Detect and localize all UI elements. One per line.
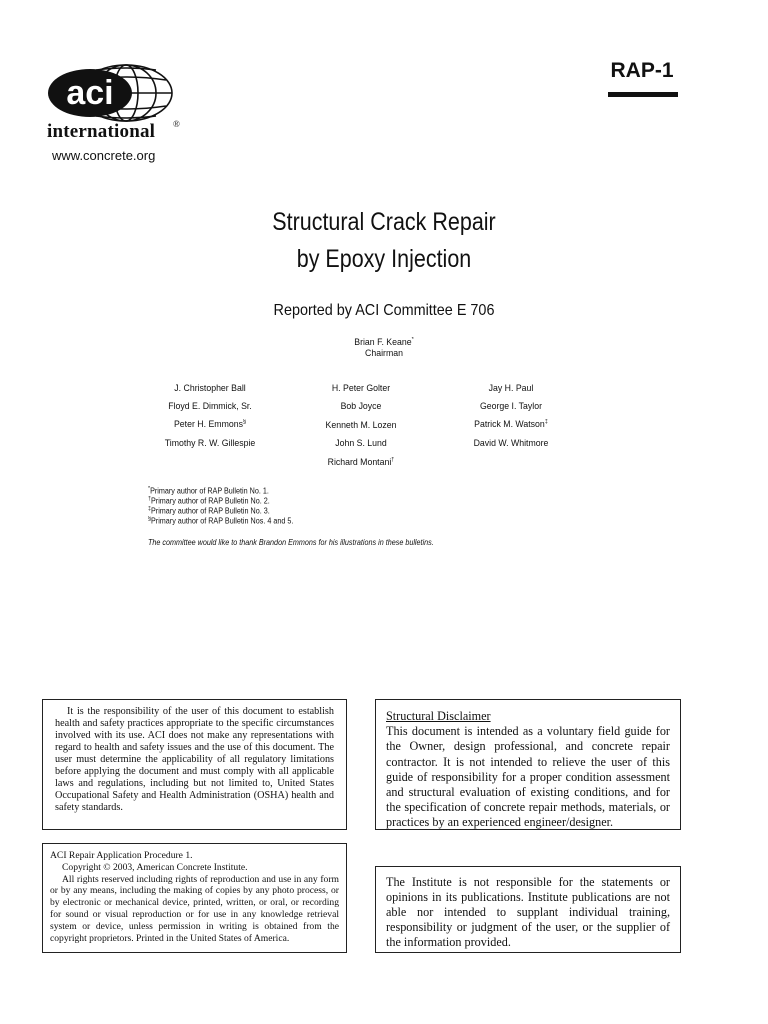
document-id-rule	[608, 92, 678, 97]
committee-member: Richard Montani†	[327, 457, 395, 469]
registered-mark: ®	[173, 119, 180, 129]
responsibility-notice-text: It is the responsibility of the user of this document to establish health and safety practices appropriate to the specific circumstances involved with its use. ACI does not make any representations with regard to health and safety issues and the use of this document. The user must determine the applicability of all regulatory limitations before applying the document and must comply with all applicable laws and regulations, including but not limited to, United States Occupational Safety and Health Administration (OSHA) health and safety standards.	[55, 706, 334, 813]
committee-member: Floyd E. Dimmick, Sr.	[168, 401, 252, 413]
institute-notice-text: The Institute is not responsible for the statements or opinions in its publications. Institute publications are not able nor intended to supplant individual training, responsibility or judgment of the user, or the supplier of the information provided.	[386, 875, 670, 949]
institute-notice-box	[375, 866, 681, 953]
website-url[interactable]: www.concrete.org	[52, 148, 156, 163]
committee-member: George I. Taylor	[479, 401, 543, 413]
chair-mark: *	[411, 337, 414, 343]
committee-member: Timothy R. W. Gillespie	[164, 438, 256, 450]
acknowledgement: The committee would like to thank Brandon Emmons for his illustrations in these bulletins.	[148, 538, 434, 547]
committee-member: David W. Whitmore	[473, 438, 549, 450]
copyright-notice: Copyright © 2003, American Concrete Institute.	[62, 861, 248, 873]
footnote: ‡Primary author of RAP Bulletin No. 3.	[148, 506, 270, 516]
committee-member: Peter H. Emmons§	[173, 419, 247, 431]
footnote: †Primary author of RAP Bulletin No. 2.	[148, 496, 270, 506]
committee-chair	[292, 337, 476, 348]
chair-name: Brian F. Keane	[354, 337, 412, 349]
copyright-rights: All rights reserved including rights of reproduction and use in any form or by any means, including the making of copies by any photo process, or by electronic or mechanical device, printed, written, or oral, or recording for sound or visual reproduction or for use in any knowledge retrieval system or device, unless permission in writing is obtained from the copyright proprietors. Printed in the United States of America.	[50, 873, 339, 944]
committee-member: J. Christopher Ball	[174, 383, 246, 395]
committee-member: H. Peter Golter	[331, 383, 391, 395]
committee-member: Jay H. Paul	[488, 383, 534, 395]
committee-member: Patrick M. Watson‡	[474, 419, 548, 431]
disclaimer-text: This document is intended as a voluntary field guide for the Owner, design professional, and concrete repair contractor. It is not intended to relieve the user of this guide of responsibility for a proper condition assessment and structural evaluation of existing conditions, and for the specification of concrete repair methods, materials, or practices by an experienced engineer/designer.	[386, 724, 670, 830]
title-line-1: Structural Crack Repair	[272, 208, 496, 236]
committee-member: Kenneth M. Lozen	[325, 420, 397, 432]
logo-letters: aci	[66, 74, 114, 112]
title-line-2: by Epoxy Injection	[296, 245, 472, 273]
footnote: *Primary author of RAP Bulletin No. 1.	[148, 486, 269, 496]
committee-member: John S. Lund	[335, 438, 387, 450]
aci-logo	[46, 62, 176, 124]
copyright-box	[42, 843, 347, 953]
document-id: RAP-1	[610, 59, 674, 82]
disclaimer-title: Structural Disclaimer	[386, 709, 491, 723]
footnote: §Primary author of RAP Bulletin Nos. 4 and 5.	[148, 516, 294, 526]
chair-role: Chairman	[365, 348, 403, 359]
responsibility-notice-box	[42, 699, 347, 830]
committee-member: Bob Joyce	[340, 401, 382, 413]
logo-wordmark: international	[47, 121, 156, 142]
reported-by: Reported by ACI Committee E 706	[273, 302, 495, 319]
copyright-procedure: ACI Repair Application Procedure 1.	[50, 850, 193, 861]
structural-disclaimer-box	[375, 699, 681, 830]
